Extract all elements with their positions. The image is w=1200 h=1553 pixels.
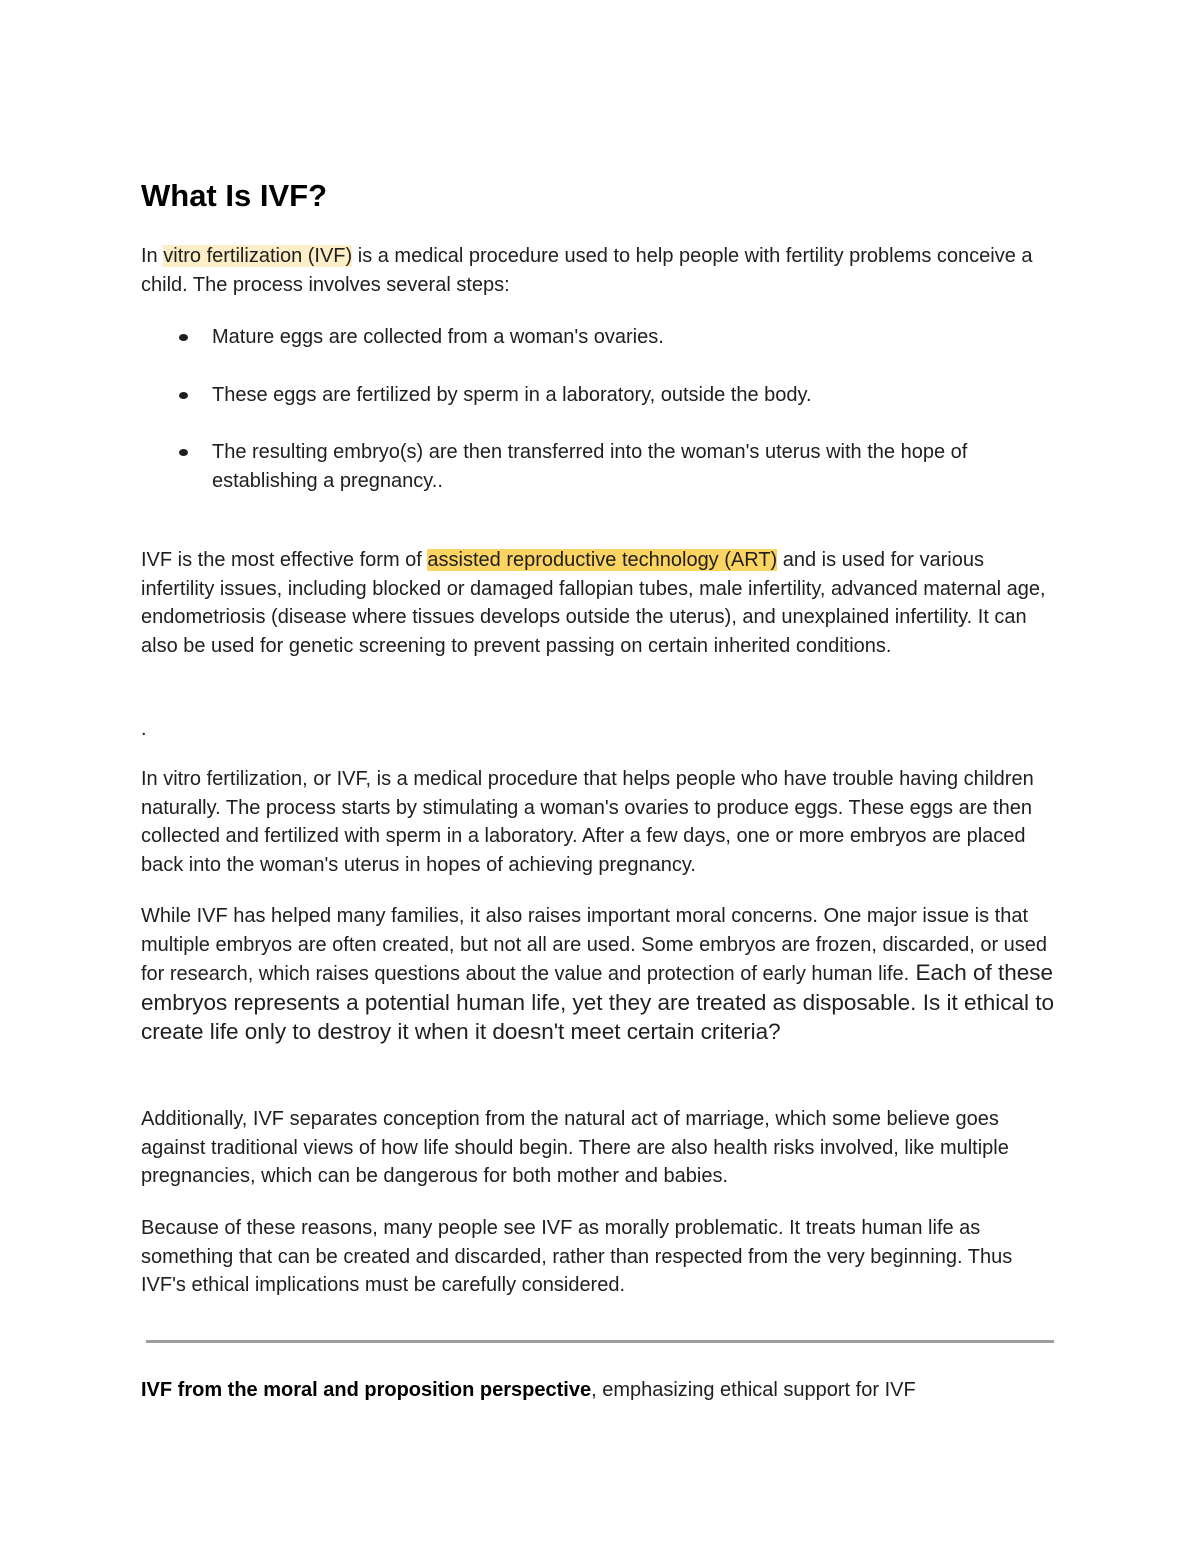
intro-highlight: vitro fertilization (IVF): [163, 245, 353, 267]
bullet-icon: [179, 334, 188, 341]
concerns-normal: While IVF has helped many families, it also raises important moral concerns. One major issue is that multiple embryos are often created, but not all are used. Some embryos are frozen, discarded, or used for research, which raises questions about the value and protection of early human life.: [141, 905, 1048, 986]
additionally-paragraph: Additionally, IVF separates conception from the natural act of marriage, which some believe goes against traditional views of how life should begin. There are also health risks involved, like multiple pregnancies, which can be dangerous for both mother and babies.: [141, 1108, 1009, 1188]
section-heading-bold: IVF from the moral and proposition perspective: [141, 1379, 592, 1401]
section-heading-normal: , emphasizing ethical support for IVF: [591, 1379, 916, 1401]
list-item: [141, 323, 1061, 352]
horizontal-rule: [146, 1340, 1054, 1343]
list-item: [141, 438, 1061, 495]
art-highlight: assisted reproductive technology (ART): [427, 549, 778, 571]
concerns-large: Each of these embryos represents a potential human life, yet they are treated as disposable. Is it ethical to create life only to destroy it when it doesn't meet certain criteria?: [141, 960, 1054, 1045]
list-item: [141, 381, 1061, 410]
concerns-paragraph: [141, 902, 1061, 1048]
art-pre: IVF is the most effective form of: [141, 549, 428, 571]
step-text: Mature eggs are collected from a woman's ovaries.: [212, 326, 664, 348]
intro-post: is a medical procedure used to help people with fertility problems conceive a child. The process involves several steps:: [141, 245, 1033, 296]
page-title: What Is IVF?: [141, 178, 327, 213]
art-paragraph: [141, 546, 1061, 660]
dot-line: .: [141, 718, 147, 740]
step-text: These eggs are fertilized by sperm in a laboratory, outside the body.: [212, 383, 812, 406]
intro-pre: In: [141, 245, 164, 267]
step-text: The resulting embryo(s) are then transferred into the woman's uterus with the hope of establishing a pregnancy..: [212, 441, 968, 492]
section-heading: [141, 1376, 1061, 1405]
intro-paragraph: [141, 242, 1061, 299]
steps-list: [141, 323, 1061, 495]
bullet-icon: [179, 392, 188, 399]
conclusion-paragraph: Because of these reasons, many people see IVF as morally problematic. It treats human life as something that can be created and discarded, rather than respected from the very beginning. Thus IVF's ethical implications must be carefully considered.: [141, 1217, 1013, 1297]
process-paragraph: In vitro fertilization, or IVF, is a medical procedure that helps people who have trouble having children naturally. The process starts by stimulating a woman's ovaries to produce eggs. These eggs are then collected and fertilized with sperm in a laboratory. After a few days, one or more embryos are placed back into the woman's uterus in hopes of achieving pregnancy.: [141, 768, 1034, 876]
art-post: and is used for various infertility issues, including blocked or damaged fallopian tubes, male infertility, advanced maternal age, endometriosis (disease where tissues develops outside the uterus), and unexplained infertility. It can also be used for genetic screening to prevent passing on certain inherited conditions.: [141, 549, 1046, 657]
bullet-icon: [179, 449, 188, 456]
